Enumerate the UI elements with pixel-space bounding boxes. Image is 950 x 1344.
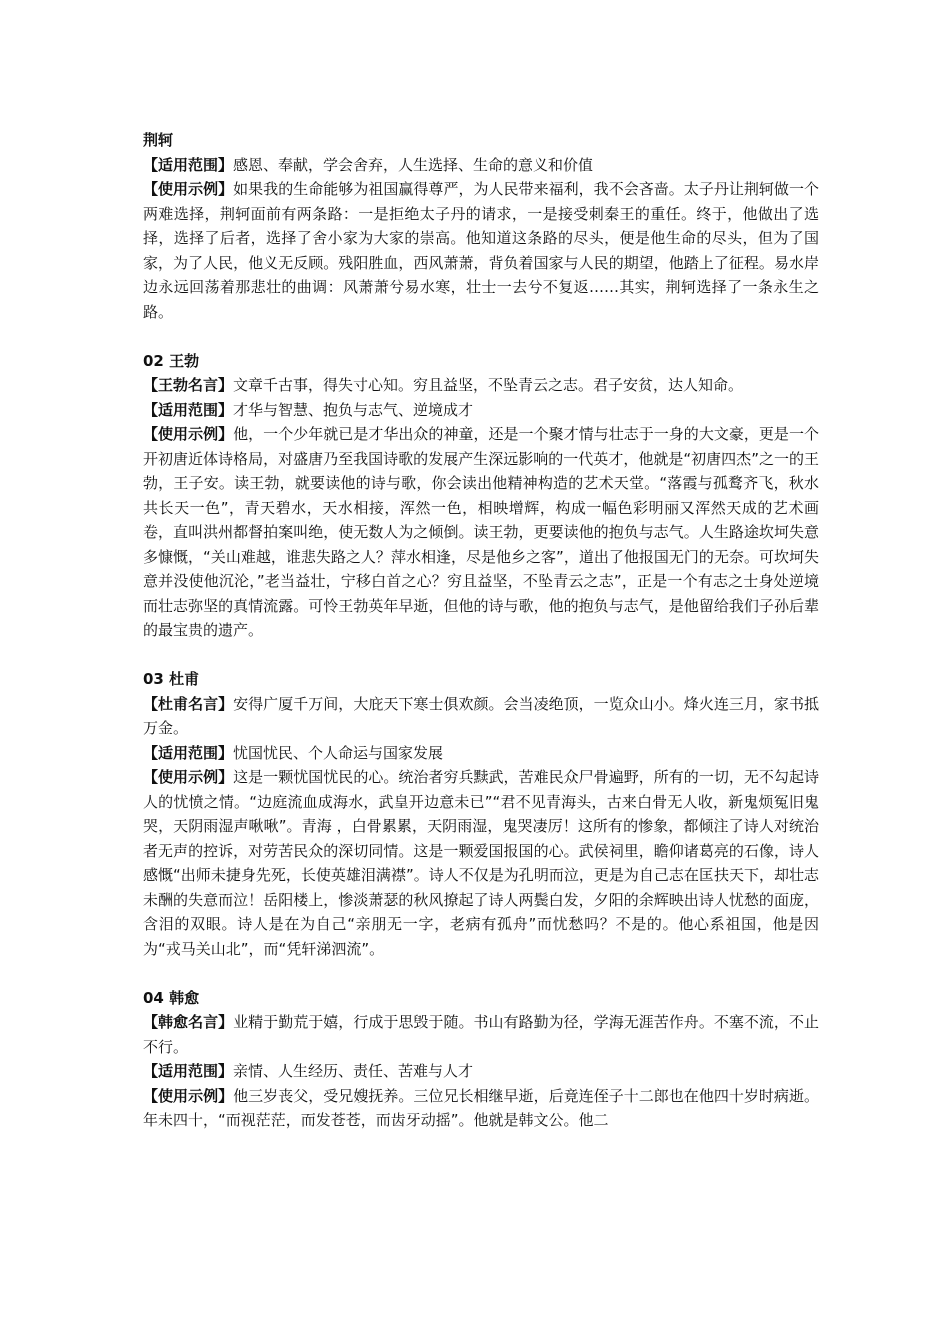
example-paragraph [143,422,819,643]
entry-label: 【适用范围】 [143,1062,234,1080]
quote-paragraph [143,1010,819,1059]
section-gap [143,643,819,668]
entry-text: 如果我的生命能够为祖国赢得尊严，为人民带来福利，我不会吝啬。太子丹让荆轲做一个两难选择，荆轲面前有两条路：一是拒绝太子丹的请求，一是接受刺秦王的重任。终于，他做出了选择，选择了后者，选择了舍小家为大家的崇高。他知道这条路的尽头，便是他生命的尽头，但为了国家，为了人民，他义无反顾。残阳胜血，西风萧萧，背负着国家与人民的期望，他踏上了征程。易水岸边永远回荡着那悲壮的曲调：风萧萧兮易水寒，壮士一去兮不复返……其实，荆轲选择了一条永生之路。 [143,180,819,321]
entry-label: 【使用示例】 [143,768,234,786]
entry-text: 他三岁丧父，受兄嫂抚养。三位兄长相继早逝，后竟连侄子十二郎也在他四十岁时病逝。年未四十，“而视茫茫，而发苍苍，而齿牙动摇”。他就是韩文公。他二 [143,1086,819,1129]
section-gap [143,324,819,349]
quote-paragraph [143,692,819,741]
entry-label: 【适用范围】 [143,155,234,174]
entry-text: 业精于勤荒于嬉，行成于思毁于随。书山有路勤为径，学海无涯苦作舟。不塞不流，不止不行。 [143,1013,819,1056]
entry-text: 忧国忧民、个人命运与国家发展 [233,743,444,762]
entry-text: 安得广厦千万间，大庇天下寒士俱欢颜。会当凌绝顶，一览众山小。烽火连三月，家书抵万金。 [143,694,819,737]
section-han-yu [143,986,819,1133]
example-paragraph [143,177,819,324]
entry-label: 【适用范围】 [143,400,234,419]
scope-paragraph [143,741,819,766]
section-jing-ke [143,128,819,324]
scope-paragraph [143,398,819,423]
entry-label: 【适用范围】 [143,743,234,762]
entry-label: 【王勃名言】 [143,376,234,394]
entry-text: 亲情、人生经历、责任、苦难与人才 [233,1062,474,1080]
entry-text: 文章千古事，得失寸心知。穷且益坚，不坠青云之志。君子安贫，达人知命。 [233,376,744,394]
entry-text: 他，一个少年就已是才华出众的神童，还是一个聚才情与壮志于一身的大文豪，更是一个开初唐近体诗格局，对盛唐乃至我国诗歌的发展产生深远影响的一代英才，他就是“初唐四杰”之一的王勃，王子安。读王勃，就要读他的诗与歌，你会读出他精神构造的艺术天堂。“落霞与孤鹜齐飞，秋水共长天一色”，青天碧水，天水相接，浑然一色，相映增辉，构成一幅色彩明丽又浑然天成的艺术画卷，直叫洪州都督拍案叫绝，使无数人为之倾倒。读王勃，更要读他的抱负与志气。人生路途坎坷失意多慷慨，“关山难越，谁悲失路之人？萍水相逢，尽是他乡之客”，道出了他报国无门的无奈。可坎坷失意并没使他沉沦，”老当益壮，宁移白首之心？穷且益坚，不坠青云之志”，正是一个有志之士身处逆境而壮志弥坚的真情流露。可怜王勃英年早逝，但他的诗与歌，他的抱负与志气，是他留给我们子孙后辈的最宝贵的遗产。 [143,425,819,639]
section-wang-bo [143,349,819,643]
scope-paragraph [143,153,819,178]
section-title: 04 韩愈 [143,988,200,1007]
entry-text: 才华与智慧、抱负与志气、逆境成才 [233,400,474,419]
section-title: 荆轲 [143,131,174,149]
document-body [143,128,819,1133]
entry-text: 感恩、奉献，学会舍弃，人生选择、生命的意义和价值 [233,155,594,174]
section-title: 03 杜甫 [143,670,200,688]
entry-label: 【使用示例】 [143,180,234,198]
section-du-fu [143,667,819,961]
section-gap [143,961,819,986]
entry-text: 这是一颗忧国忧民的心。统治者穷兵黩武，苦难民众尸骨遍野，所有的一切，无不勾起诗人的忧愤之情。“边庭流血成海水，武皇开边意未已”“君不见青海头，古来白骨无人收，新鬼烦冤旧鬼哭，天阴雨湿声啾啾”。青海 ，白骨累累，天阴雨湿，鬼哭凄厉！这所有的惨象，都倾注了诗人对统治者无声的控诉，对劳苦民众的深切同情。这是一颗爱国报国的心。武侯祠里，瞻仰诸葛亮的石像，诗人感慨“出师未捷身先死，长使英雄泪满襟”。诗人不仅是为孔明而泣，更是为自己志在匡扶天下，却壮志未酬的失意而泣！岳阳楼上，惨淡萧瑟的秋风撩起了诗人两鬓白发，夕阳的余辉映出诗人忧愁的面庞，含泪的双眼。诗人是在为自己“亲朋无一字，老病有孤舟”而忧愁吗？不是的。他心系祖国，他是因为“戎马关山北”，而“凭轩涕泗流”。 [143,768,819,958]
entry-label: 【使用示例】 [143,425,234,443]
scope-paragraph [143,1059,819,1084]
entry-label: 【使用示例】 [143,1086,234,1105]
example-paragraph [143,765,819,961]
entry-label: 【杜甫名言】 [143,694,234,713]
section-title: 02 王勃 [143,351,200,370]
example-paragraph [143,1084,819,1133]
quote-paragraph [143,373,819,398]
entry-label: 【韩愈名言】 [143,1013,234,1031]
